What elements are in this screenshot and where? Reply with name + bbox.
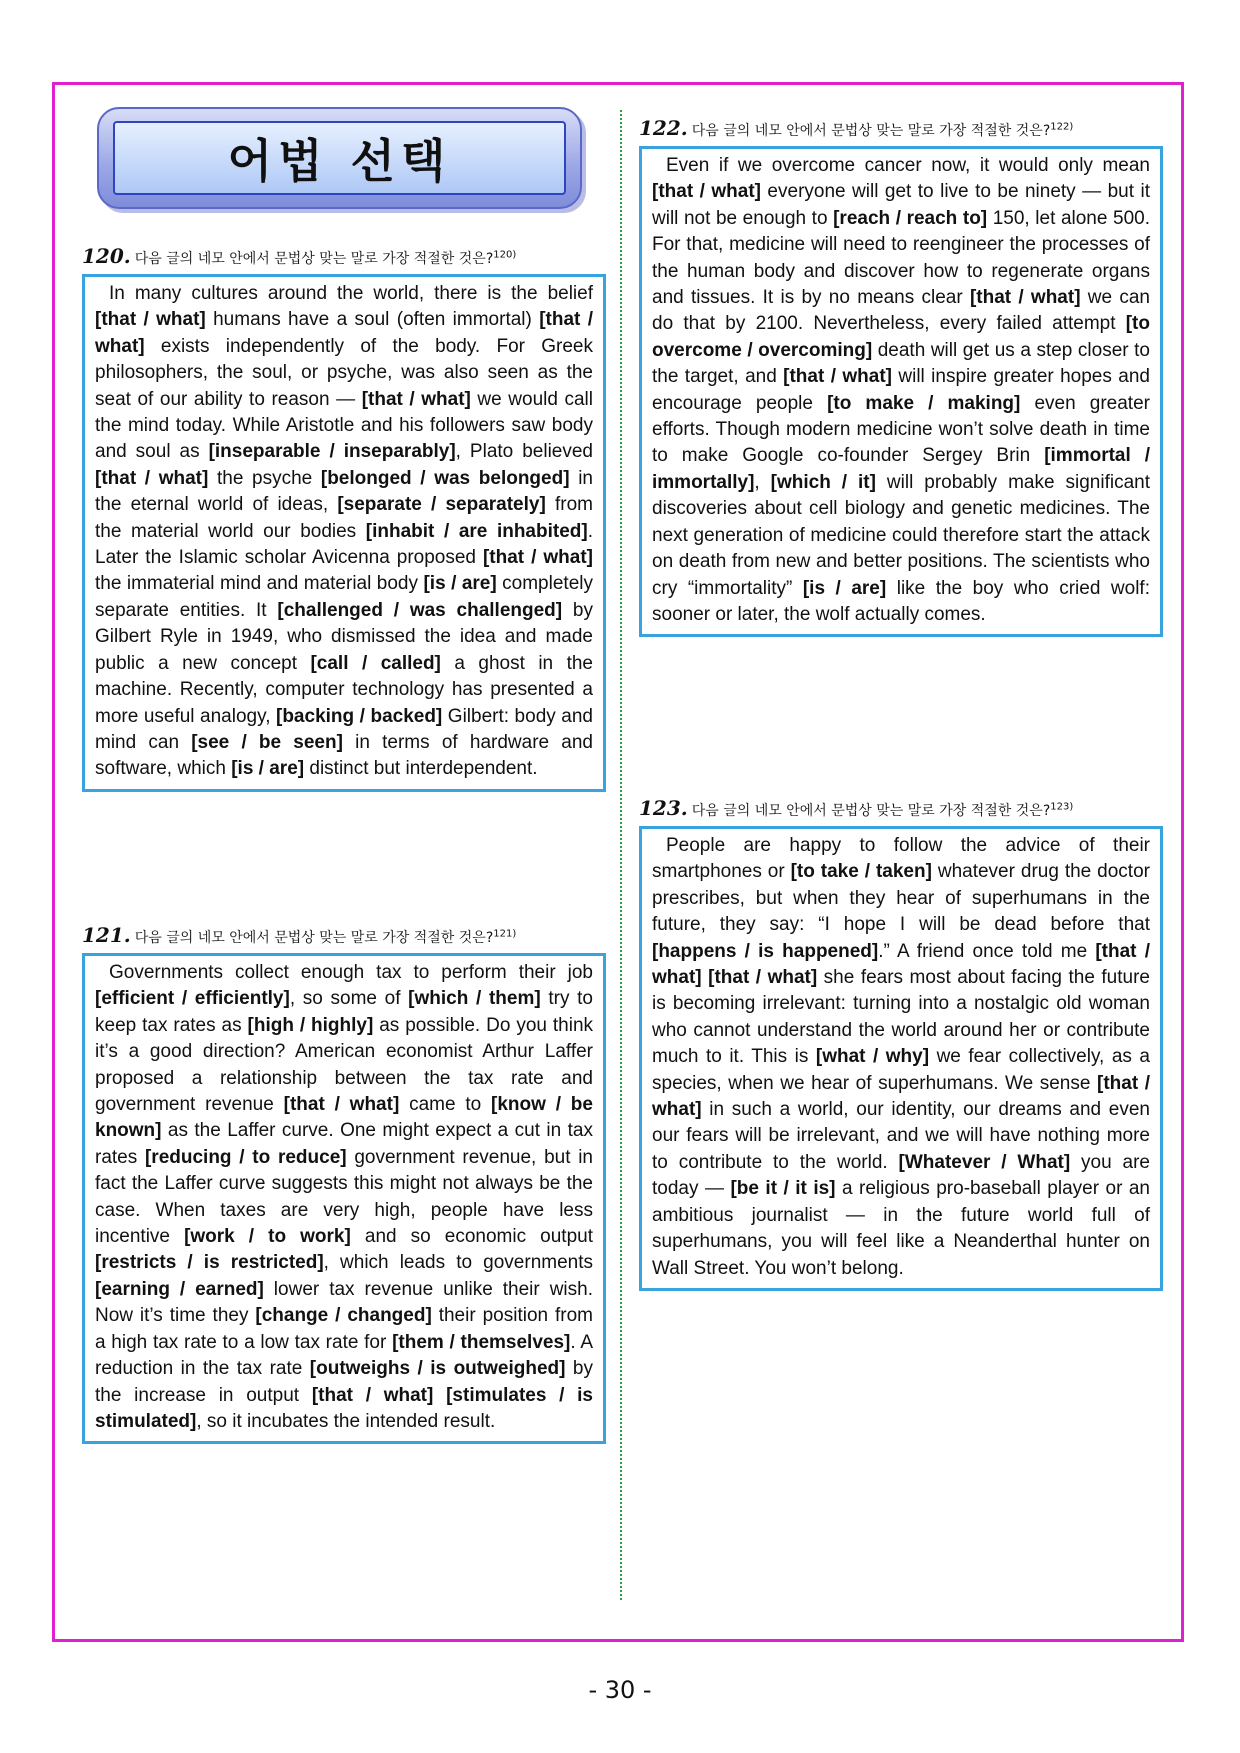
grammar-choice: [separate / separately] [337, 494, 546, 516]
grammar-choice: [that / what] [95, 467, 209, 489]
grammar-choice: [Whatever / What] [898, 1151, 1071, 1173]
question-header [82, 244, 606, 268]
question-122 [639, 116, 1163, 637]
question-prompt: 다음 글의 네모 안에서 문법상 맞는 말로 가장 적절한 것은? [134, 251, 494, 267]
grammar-choice: [is / are] [231, 758, 305, 780]
question-header [82, 923, 606, 947]
grammar-choice: [immortal / immortally] [652, 445, 1150, 493]
question-number: 120. [82, 244, 131, 268]
grammar-choice: [to overcome / overcoming] [652, 313, 1150, 361]
grammar-choice: [stimulates / is stimulated] [95, 1384, 594, 1432]
question-header [639, 116, 1163, 140]
question-header [639, 796, 1163, 820]
grammar-choice: [inhabit / are inhabited] [365, 520, 588, 542]
question-number: 122. [639, 116, 688, 140]
grammar-choice: [to take / taken] [790, 861, 932, 883]
passage-box [82, 274, 606, 792]
question-footnote: 123) [1050, 801, 1074, 813]
grammar-choice: [work / to work] [184, 1226, 351, 1248]
grammar-choice: [that / what] [361, 388, 471, 410]
grammar-choice: [earning / earned] [95, 1278, 264, 1300]
grammar-choice: [is / are] [423, 573, 497, 595]
grammar-choice: [reducing / to reduce] [144, 1146, 347, 1168]
grammar-choice: [high / highly] [247, 1014, 374, 1036]
grammar-choice: [efficient / efficiently] [95, 988, 290, 1010]
grammar-choice: [restricts / is restricted] [95, 1252, 324, 1274]
grammar-choice: [that / what] [783, 366, 892, 388]
question-120 [82, 244, 606, 792]
grammar-choice: [inseparable / inseparably] [208, 441, 456, 463]
page-number: - 30 - [588, 1676, 652, 1704]
question-prompt: 다음 글의 네모 안에서 문법상 맞는 말로 가장 적절한 것은? [134, 930, 494, 946]
grammar-choice: [which / them] [408, 988, 541, 1010]
grammar-choice: [that / what] [482, 547, 593, 569]
grammar-choice: [change / changed] [255, 1305, 432, 1327]
grammar-choice: [outweighs / is outweighed] [309, 1358, 566, 1380]
grammar-choice: [that / what] [311, 1384, 434, 1406]
question-footnote: 121) [493, 928, 517, 940]
question-121 [82, 923, 606, 1444]
passage-text: Even if we overcome cancer now, it would only mean [that / what] everyone will get to live to be ninety — but it will not be enough to [reach / reach to] 150, let alone 500. For that, medicine will need to reengineer the processes of the human body and discover how to regenerate organs and tissues. It is by no means clear [that / what] we can do that by 2100. Nevertheless, every failed attempt [to overcome / overcoming] death will get us a step closer to the target, and [that / what] will inspire greater hopes and encourage people [to make / making] even greater efforts. Though modern medicine won’t solve death in time to make Google co-founder Sergey Brin [immortal / immortally], [which / it] will probably make significant discoveries about cell biology and genetic medicines. The next generation of medicine could therefore start the attack on death from new and better positions. The scientists who cry “immortality” [is / are] like the boy who cried wolf: sooner or later, the wolf actually comes. [652, 155, 1150, 625]
passage-box [639, 146, 1163, 637]
grammar-choice: [what / why] [815, 1046, 930, 1068]
passage-box [82, 953, 606, 1444]
grammar-choice: [happens / is happened] [652, 940, 879, 962]
grammar-choice: [them / themselves] [392, 1331, 571, 1353]
grammar-choice: [know / be known] [95, 1094, 593, 1142]
grammar-choice: [that / what] [708, 967, 818, 989]
grammar-choice: [to make / making] [827, 392, 1021, 414]
column-divider [620, 110, 622, 1600]
question-123 [639, 796, 1163, 1291]
passage-text: In many cultures around the world, there is the belief [that / what] humans have a soul (often immortal) [that / what] exists independently of the body. For Greek philosophers, the soul, or psyche, was also seen as the seat of our ability to reason — [that / what] we would call the mind today. While Aristotle and his followers saw body and soul as [inseparable / inseparably], Plato believed [that / what] the psyche [belonged / was belonged] in the eternal world of ideas, [separate / separately] from the material world our bodies [inhabit / are inhabited]. Later the Islamic scholar Avicenna proposed [that / what] the immaterial mind and material body [is / are] completely separate entities. It [challenged / was challenged] by Gilbert Ryle in 1949, who dismissed the idea and made public a new concept [call / called] a ghost in the machine. Recently, computer technology has presented a more useful analogy, [backing / backed] Gilbert: body and mind can [see / be seen] in terms of hardware and software, which [is / are] distinct but interdependent. [95, 283, 593, 780]
question-prompt: 다음 글의 네모 안에서 문법상 맞는 말로 가장 적절한 것은? [691, 123, 1051, 139]
grammar-choice: [which / it] [770, 471, 876, 493]
grammar-choice: [that / what] [969, 287, 1081, 309]
question-footnote: 122) [1050, 121, 1074, 133]
passage-text: People are happy to follow the advice of their smartphones or [to take / taken] whatever drug the doctor prescribes, but when they hear of superhumans in the future, they say: “I hope I will be dead before that [happens / is happened].” A friend once told me [that / what] [that / what] she fears most about facing the future is becoming irrelevant: turning into a nostalgic old woman who cannot understand the world around her or contribute much to it. This is [what / why] we fear collectively, as a species, when we hear of superhumans. We sense [that / what] in such a world, our identity, our dreams and even our fears will be irrelevant, and we will have nothing more to contribute to the world. [Whatever / What] you are today — [be it / it is] a religious pro-baseball player or an ambitious journalist — in the future world full of superhumans, you will feel like a Neanderthal hunter on Wall Street. You won’t belong. [652, 835, 1151, 1279]
grammar-choice: [is / are] [802, 577, 887, 599]
grammar-choice: [backing / backed] [276, 705, 443, 727]
grammar-choice: [that / what] [283, 1094, 400, 1116]
section-banner-inner [113, 121, 566, 195]
grammar-choice: [that / what] [95, 309, 593, 357]
grammar-choice: [reach / reach to] [833, 207, 988, 229]
question-prompt: 다음 글의 네모 안에서 문법상 맞는 말로 가장 적절한 것은? [691, 803, 1051, 819]
passage-box [639, 826, 1163, 1291]
question-number: 123. [639, 796, 688, 820]
question-number: 121. [82, 923, 131, 947]
grammar-choice: [that / what] [652, 1072, 1150, 1121]
grammar-choice: [be it / it is] [730, 1178, 836, 1200]
passage-text: Governments collect enough tax to perform their job [efficient / efficiently], so some of [which / them] try to keep tax rates as [high / highly] as possible. Do you think it’s a good direction? American economist Arthur Laffer proposed a relationship between the tax rate and government revenue [that / what] came to [know / be known] as the Laffer curve. One might expect a cut in tax rates [reducing / to reduce] government revenue, but in fact the Laffer curve suggests this might not always be the case. When taxes are very high, people have less incentive [work / to work] and so economic output [restricts / is restricted], which leads to governments [earning / earned] lower tax revenue unlike their wish. Now it’s time they [change / changed] their position from a high tax rate to a low tax rate for [them / themselves]. A reduction in the tax rate [outweighs / is outweighed] by the increase in output [that / what] [stimulates / is stimulated], so it incubates the intended result. [95, 962, 594, 1432]
grammar-choice: [that / what] [652, 181, 761, 203]
grammar-choice: [challenged / was challenged] [277, 599, 563, 621]
section-banner [97, 107, 582, 209]
grammar-choice: [see / be seen] [191, 731, 343, 753]
grammar-choice: [call / called] [310, 652, 441, 674]
grammar-choice: [that / what] [652, 940, 1150, 989]
grammar-choice: [that / what] [95, 309, 206, 331]
section-title: 어법 선택 [227, 134, 452, 188]
grammar-choice: [belonged / was belonged] [320, 467, 570, 489]
question-footnote: 120) [493, 249, 517, 261]
